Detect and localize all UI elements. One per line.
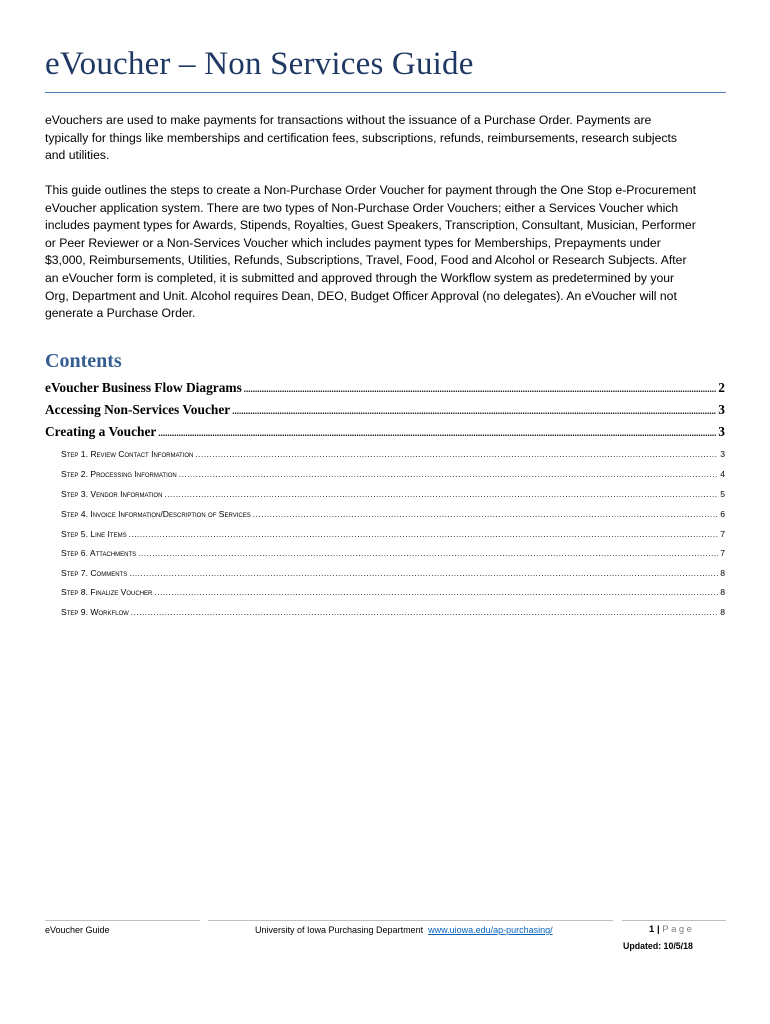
- toc-step-label: Step 2. Processing Information: [61, 469, 177, 479]
- toc-leader: [179, 470, 718, 479]
- toc-step-label: Step 3. Vendor Information: [61, 489, 163, 499]
- toc-step-label: Step 7. Comments: [61, 568, 128, 578]
- guide-line: This guide outlines the steps to create a Non-Purchase Order Voucher for payment through the One Stop e-Procurement: [45, 183, 697, 197]
- intro-paragraph: [45, 112, 725, 165]
- toc-entry-label: Creating a Voucher: [45, 424, 157, 439]
- guide-line: includes payment types for Awards, Stipends, Royalties, Guest Speakers, Transcription, Consultant, Musician, Performer: [45, 218, 696, 233]
- toc-step-8[interactable]: [61, 587, 725, 597]
- intro-line: and utilities.: [45, 148, 110, 163]
- toc-leader: [138, 549, 718, 558]
- page-number: [649, 924, 694, 935]
- page-number-value: 1: [649, 924, 655, 935]
- toc-step-label: Step 9. Workflow: [61, 607, 129, 617]
- toc-page-number: 3: [718, 402, 725, 417]
- toc-entry-business-flow[interactable]: [45, 380, 725, 396]
- toc-entry-label: eVoucher Business Flow Diagrams: [45, 380, 242, 395]
- intro-line: eVouchers are used to make payments for transactions without the issuance of a Purchase Order. Payments are: [45, 113, 652, 127]
- toc-step-4[interactable]: [61, 509, 725, 519]
- toc-entry-label: Accessing Non-Services Voucher: [45, 402, 231, 417]
- toc-entry-accessing[interactable]: [45, 402, 725, 418]
- toc-step-label: Step 1. Review Contact Information: [61, 449, 194, 459]
- guide-line: generate a Purchase Order.: [45, 306, 196, 321]
- toc-page-number: 8: [720, 607, 725, 617]
- toc-page-number: 3: [718, 424, 725, 439]
- toc-page-number: 7: [720, 529, 725, 539]
- toc-page-number: 8: [720, 587, 725, 597]
- footer-doc-name: eVoucher Guide: [45, 925, 110, 935]
- guide-line: eVoucher application system. There are two types of Non-Purchase Order Vouchers; either a Services Voucher which: [45, 200, 679, 215]
- toc-leader: [232, 406, 716, 416]
- toc-step-1[interactable]: [61, 449, 725, 459]
- toc-leader: [195, 450, 718, 459]
- toc-page-number: 4: [720, 469, 725, 479]
- toc-leader: [164, 490, 718, 499]
- toc-step-5[interactable]: [61, 529, 725, 539]
- toc-step-6[interactable]: [61, 548, 725, 558]
- toc-leader: [129, 530, 719, 539]
- page-number-separator: |: [656, 924, 660, 935]
- toc-step-label: Step 4. Invoice Information/Description of Services: [61, 509, 251, 519]
- toc-step-3[interactable]: [61, 489, 725, 499]
- toc-leader: [129, 569, 718, 578]
- toc-step-9[interactable]: [61, 607, 725, 617]
- guide-line: $3,000, Reimbursements, Utilities, Refunds, Subscriptions, Travel, Food, Food and Alcohol or Research Subjects. After: [45, 253, 687, 268]
- contents-heading: Contents: [45, 350, 122, 372]
- footer-divider: [622, 920, 726, 921]
- footer-website-link[interactable]: www.uiowa.edu/ap-purchasing/: [428, 925, 553, 935]
- toc-page-number: 5: [720, 489, 725, 499]
- footer-department-name: University of Iowa Purchasing Department: [255, 925, 424, 935]
- document-title: eVoucher – Non Services Guide: [45, 46, 474, 82]
- toc-step-label: Step 6. Attachments: [61, 548, 137, 558]
- toc-step-2[interactable]: [61, 469, 725, 479]
- footer-divider: [208, 920, 613, 921]
- toc-leader: [244, 384, 717, 394]
- toc-leader: [158, 428, 716, 438]
- guide-line: Org, Department and Unit. Alcohol requires Dean, DEO, Budget Officer Approval (no delegates). An eVoucher will not: [45, 288, 677, 303]
- guide-line: an eVoucher form is completed, it is submitted and approved through the Workflow system as predetermined by your: [45, 270, 675, 285]
- page-word: Page: [662, 924, 695, 935]
- updated-date: Updated: 10/5/18: [623, 941, 693, 951]
- toc-entry-creating[interactable]: [45, 424, 725, 440]
- toc-leader: [131, 608, 718, 617]
- toc-step-label: Step 8. Finalize Voucher: [61, 587, 153, 597]
- intro-line: typically for things like memberships and certification fees, subscriptions, refunds, reimbursements, research subjects: [45, 130, 677, 145]
- toc-page-number: 2: [718, 380, 725, 395]
- toc-step-7[interactable]: [61, 568, 725, 578]
- title-underline: [45, 92, 726, 93]
- toc-page-number: 3: [720, 449, 725, 459]
- guide-line: or Peer Reviewer or a Non-Services Voucher which includes payment types for Memberships, Prepayments under: [45, 235, 661, 250]
- footer-divider: [45, 920, 200, 921]
- guide-paragraph: [45, 182, 725, 323]
- toc-page-number: 6: [720, 509, 725, 519]
- toc-leader: [253, 510, 718, 519]
- toc-leader: [154, 588, 718, 597]
- toc-page-number: 7: [720, 548, 725, 558]
- footer-department: [255, 925, 553, 935]
- toc-step-label: Step 5. Line Items: [61, 529, 127, 539]
- toc-page-number: 8: [720, 568, 725, 578]
